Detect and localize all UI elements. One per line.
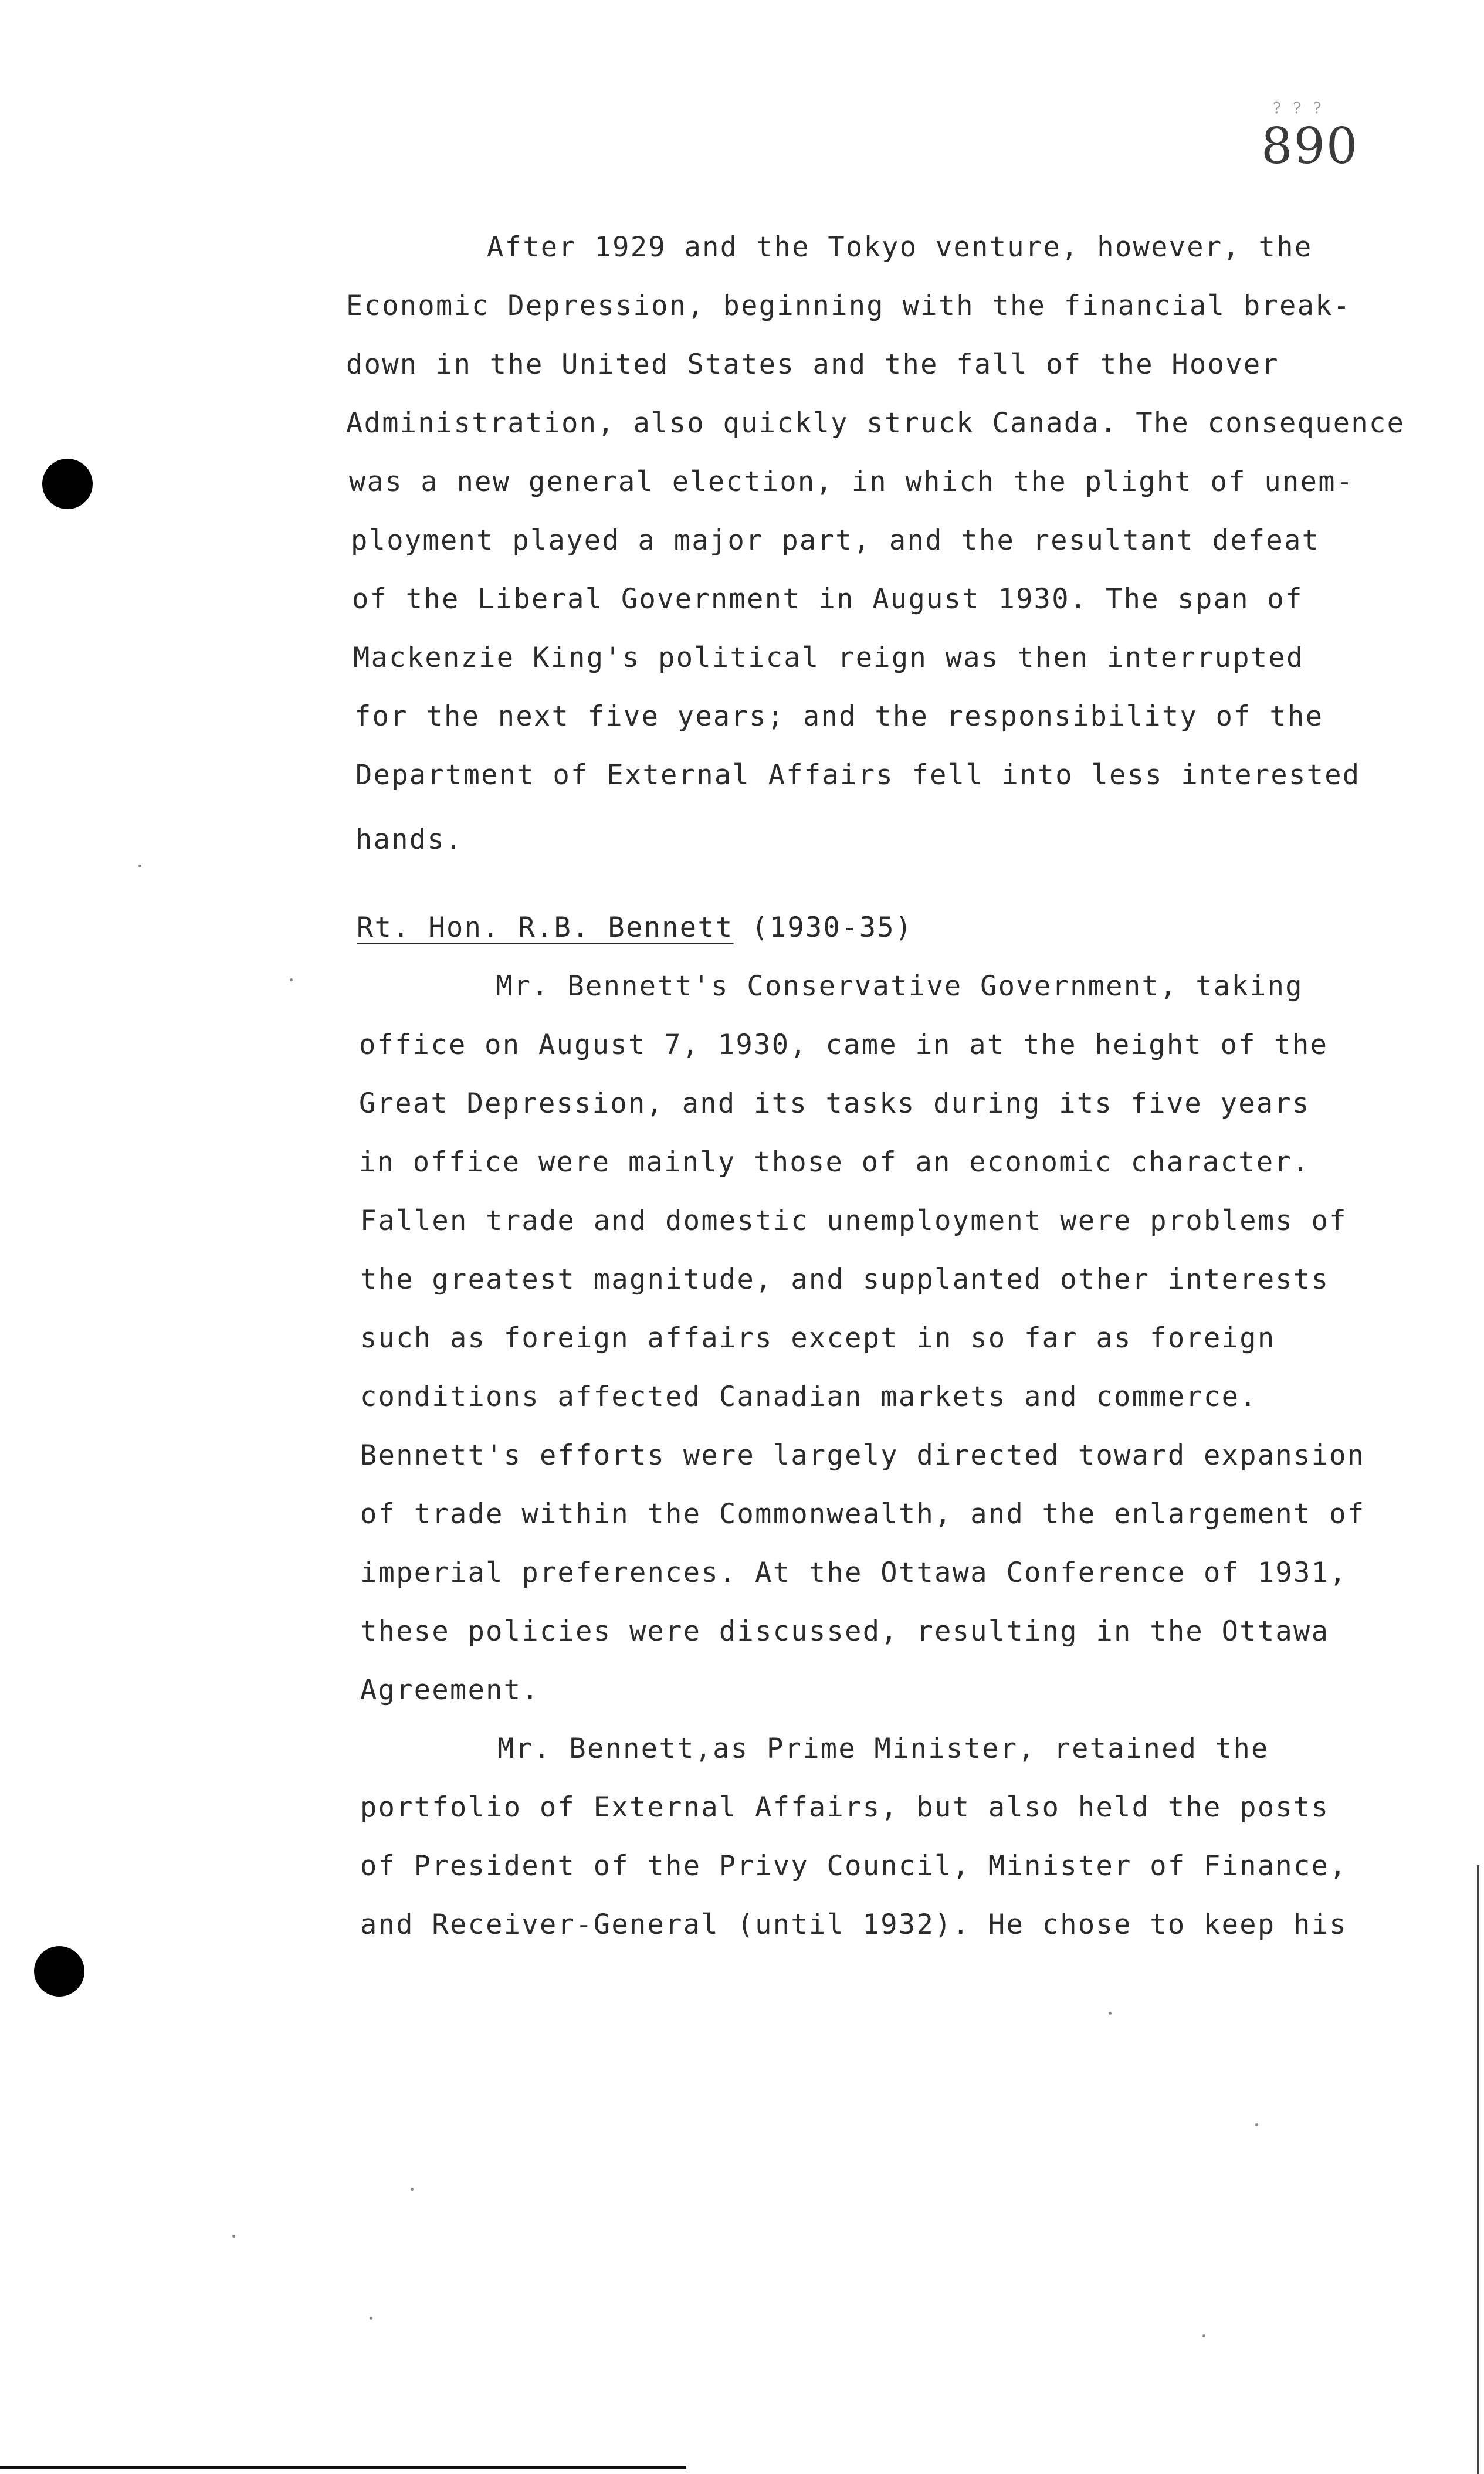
paragraph-1-line: Administration, also quickly struck Canada. The consequence xyxy=(346,407,1405,439)
scan-speck xyxy=(1255,2123,1258,2126)
paragraph-2-line: office on August 7, 1930, came in at the height of the xyxy=(359,1029,1329,1061)
punch-hole-top xyxy=(42,459,93,509)
paragraph-2-line: Bennett's efforts were largely directed toward expansion xyxy=(360,1439,1366,1472)
paragraph-2-line: conditions affected Canadian markets and commerce. xyxy=(360,1381,1258,1413)
scan-speck xyxy=(138,865,141,867)
paragraph-2-line: Fallen trade and domestic unemployment were problems of xyxy=(360,1205,1347,1237)
paragraph-1-line: ployment played a major part, and the resultant defeat xyxy=(351,524,1320,557)
paragraph-2-line: such as foreign affairs except in so far as foreign xyxy=(360,1322,1276,1354)
scan-speck xyxy=(1202,2334,1205,2337)
paragraph-1-line: hands. xyxy=(355,823,463,856)
paragraph-3-line: and Receiver-General (until 1932). He chose to keep his xyxy=(360,1909,1347,1941)
paragraph-1-line: of the Liberal Government in August 1930. The span of xyxy=(352,583,1303,615)
scan-speck xyxy=(411,2188,414,2191)
scan-speck xyxy=(232,2235,235,2238)
paragraph-1-line: After 1929 and the Tokyo venture, however, the xyxy=(487,231,1313,263)
paragraph-1-line: Mackenzie King's political reign was then interrupted xyxy=(353,642,1305,674)
scan-speck xyxy=(290,978,293,981)
paragraph-2-line: imperial preferences. At the Ottawa Conference of 1931, xyxy=(360,1557,1347,1589)
page-number-mark: ? ? ? xyxy=(1273,100,1325,117)
paragraph-1-line: Economic Depression, beginning with the financial break- xyxy=(346,290,1351,322)
paragraph-2-line: Agreement. xyxy=(360,1674,540,1706)
right-edge-rule xyxy=(1477,1865,1479,2474)
paragraph-2-line: the greatest magnitude, and supplanted other interests xyxy=(360,1263,1330,1296)
paragraph-1-line: Department of External Affairs fell into less interested xyxy=(355,759,1361,791)
paragraph-1-line: was a new general election, in which the plight of unem- xyxy=(349,466,1354,498)
section-heading-name: Rt. Hon. R.B. Bennett xyxy=(357,911,734,944)
paragraph-3-line: Mr. Bennett,as Prime Minister, retained the xyxy=(497,1733,1269,1765)
page-number: 890 xyxy=(1261,117,1359,175)
paragraph-2-line: of trade within the Commonwealth, and the enlargement of xyxy=(360,1498,1366,1530)
bottom-edge-rule xyxy=(0,2466,686,2469)
paragraph-2-line: Great Depression, and its tasks during its five years xyxy=(359,1087,1310,1120)
paragraph-2-line: in office were mainly those of an economic character. xyxy=(359,1146,1310,1178)
paragraph-2-line: these policies were discussed, resulting in the Ottawa xyxy=(360,1615,1330,1648)
paragraph-3-line: portfolio of External Affairs, but also held the posts xyxy=(360,1791,1330,1824)
scan-speck xyxy=(370,2317,372,2320)
paragraph-1-line: down in the United States and the fall of the Hoover xyxy=(346,348,1280,381)
paragraph-1-line: for the next five years; and the responsibility of the xyxy=(354,700,1324,733)
section-heading-years: (1930-35) xyxy=(733,911,913,944)
section-heading xyxy=(357,911,913,944)
paragraph-3-line: of President of the Privy Council, Minister of Finance, xyxy=(360,1850,1347,1882)
paragraph-2-line: Mr. Bennett's Conservative Government, taking xyxy=(496,970,1303,1002)
punch-hole-bottom xyxy=(34,1946,84,1997)
scan-speck xyxy=(1109,2012,1112,2015)
